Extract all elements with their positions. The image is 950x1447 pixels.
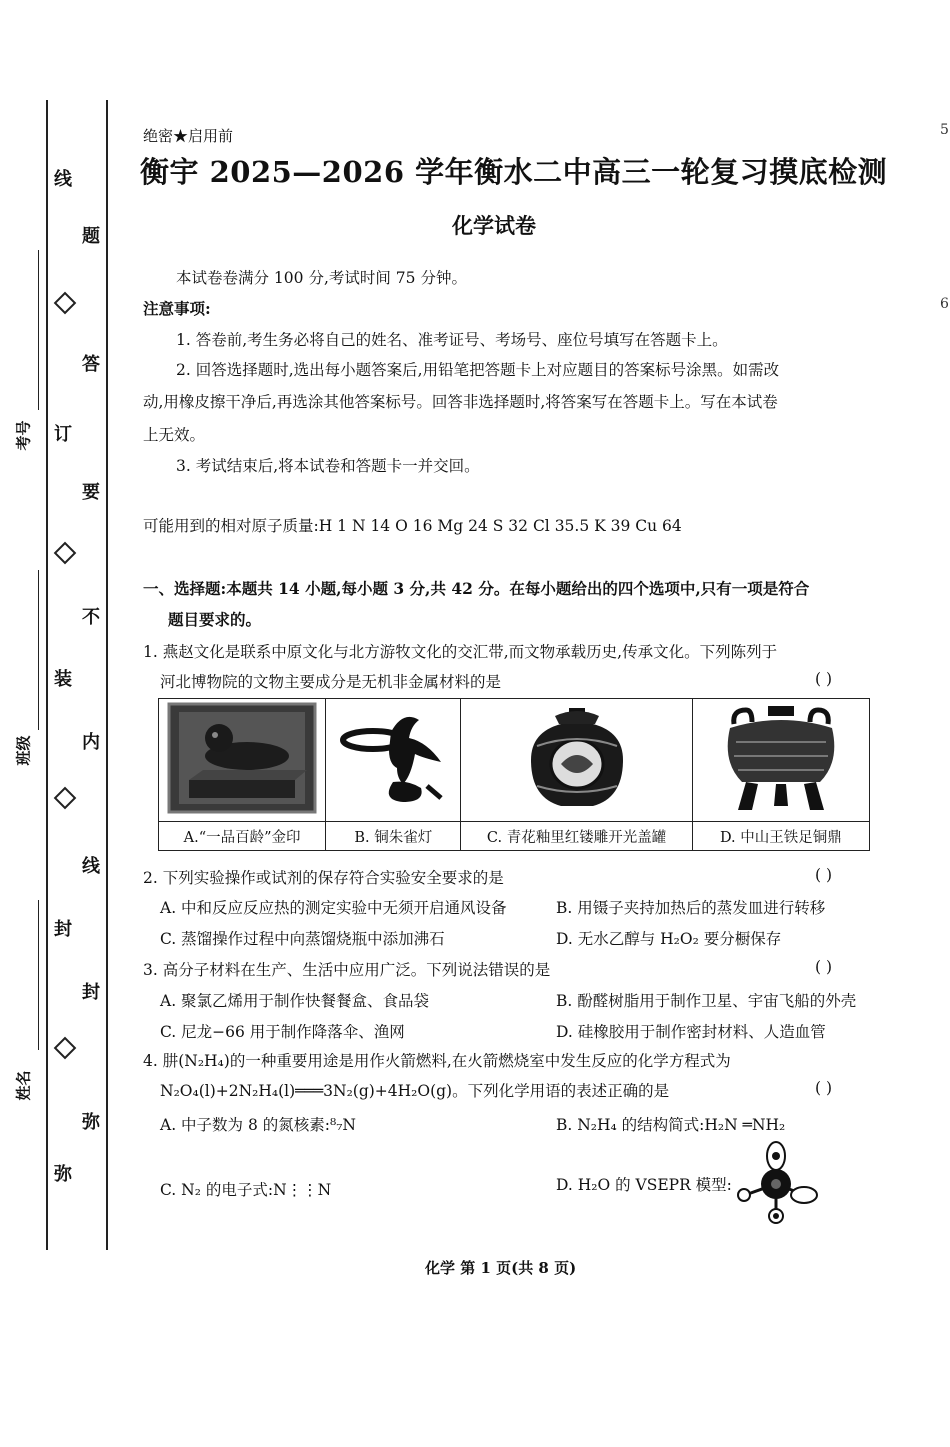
binding-line-outer bbox=[46, 100, 48, 1250]
q1-answer-bracket: ( ) bbox=[815, 670, 833, 688]
q3-stem: 3. 高分子材料在生产、生活中应用广泛。下列说法错误的是 bbox=[143, 961, 551, 979]
q4-option-c: C. N₂ 的电子式:N⋮⋮N bbox=[160, 1181, 332, 1199]
notice-2b: 动,用橡皮擦干净后,再选涂其他答案标号。回答非选择题时,将答案写在答题卡上。写在本试卷 bbox=[143, 393, 778, 411]
artifact-image-d bbox=[692, 699, 869, 822]
binding-char: 弥 bbox=[54, 1164, 72, 1185]
artifact-caption-d: D. 中山王铁足铜鼎 bbox=[692, 822, 869, 851]
q4-answer-bracket: ( ) bbox=[815, 1079, 833, 1097]
q4-stem-2: N₂O₄(l)+2N₂H₄(l)═══3N₂(g)+4H₂O(g)。下列化学用语的表述正确的是 bbox=[160, 1082, 670, 1100]
fill-line-banji bbox=[38, 570, 39, 730]
copper-lamp-icon bbox=[331, 702, 455, 814]
q3-option-b: B. 酚醛树脂用于制作卫星、宇宙飞船的外壳 bbox=[556, 992, 857, 1010]
binding-inner-char: 线 bbox=[82, 856, 100, 877]
secret-label: 绝密★启用前 bbox=[143, 127, 234, 145]
vsepr-model-icon bbox=[730, 1138, 822, 1226]
binding-char: 装 bbox=[54, 669, 72, 690]
section-heading-cont: 题目要求的。 bbox=[168, 610, 262, 629]
diamond-mark bbox=[54, 542, 77, 565]
diamond-mark bbox=[54, 1037, 77, 1060]
binding-line-inner bbox=[106, 100, 108, 1250]
score-info: 本试卷卷满分 100 分,考试时间 75 分钟。 bbox=[176, 269, 467, 287]
q3-option-d: D. 硅橡胶用于制作密封材料、人造血管 bbox=[556, 1023, 826, 1041]
artifact-caption-c: C. 青花釉里红镂雕开光盖罐 bbox=[461, 822, 692, 851]
q2-option-d: D. 无水乙醇与 H₂O₂ 要分橱保存 bbox=[556, 930, 782, 948]
artifact-caption-b: B. 铜朱雀灯 bbox=[326, 822, 461, 851]
notice-title: 注意事项: bbox=[143, 299, 211, 318]
binding-inner-char: 不 bbox=[82, 607, 100, 628]
binding-inner-char: 内 bbox=[82, 732, 100, 753]
label-xingming: 姓名 bbox=[14, 1070, 33, 1101]
label-banji: 班级 bbox=[14, 735, 33, 766]
notice-1: 1. 答卷前,考生务必将自己的姓名、准考证号、考场号、座位号填写在答题卡上。 bbox=[176, 331, 728, 349]
diamond-mark bbox=[54, 787, 77, 810]
binding-char: 线 bbox=[54, 169, 72, 190]
fill-line-kaohao bbox=[38, 250, 39, 410]
q3-option-c: C. 尼龙−66 用于制作降落伞、渔网 bbox=[160, 1023, 405, 1041]
artifact-image-b bbox=[326, 699, 461, 822]
bronze-ding-icon bbox=[706, 702, 856, 814]
q1-stem-2: 河北博物院的文物主要成分是无机非金属材料的是 bbox=[160, 673, 502, 691]
q4-option-a: A. 中子数为 8 的氮核素:⁸₇N bbox=[160, 1116, 356, 1134]
notice-2c: 上无效。 bbox=[143, 426, 206, 444]
gold-seal-icon bbox=[167, 702, 317, 814]
q2-answer-bracket: ( ) bbox=[815, 866, 833, 884]
binding-inner-char: 要 bbox=[82, 482, 100, 503]
page-footer: 化学 第 1 页(共 8 页) bbox=[425, 1259, 577, 1277]
artifact-image-a bbox=[159, 699, 326, 822]
artifact-caption-a: A.“一品百龄”金印 bbox=[159, 822, 326, 851]
right-margin-mark: 6 bbox=[940, 296, 949, 312]
binding-char: 订 bbox=[54, 424, 72, 445]
q1-stem-1: 1. 燕赵文化是联系中原文化与北方游牧文化的交汇带,而文物承载历史,传承文化。下列陈列于 bbox=[143, 643, 778, 661]
atomic-masses: 可能用到的相对原子质量:H 1 N 14 O 16 Mg 24 S 32 Cl 35.5 K 39 Cu 64 bbox=[143, 517, 682, 535]
q2-option-a: A. 中和反应反应热的测定实验中无须开启通风设备 bbox=[160, 899, 507, 917]
q2-option-c: C. 蒸馏操作过程中向蒸馏烧瓶中添加沸石 bbox=[160, 930, 445, 948]
q2-option-b: B. 用镊子夹持加热后的蒸发皿进行转移 bbox=[556, 899, 826, 917]
q3-option-a: A. 聚氯乙烯用于制作快餐餐盒、食品袋 bbox=[160, 992, 430, 1010]
q4-option-d: D. H₂O 的 VSEPR 模型: bbox=[556, 1176, 732, 1194]
diamond-mark bbox=[54, 292, 77, 315]
q2-stem: 2. 下列实验操作或试剂的保存符合实验安全要求的是 bbox=[143, 869, 504, 887]
porcelain-jar-icon bbox=[517, 702, 637, 814]
notice-3: 3. 考试结束后,将本试卷和答题卡一并交回。 bbox=[176, 457, 480, 475]
q4-stem-1: 4. 肼(N₂H₄)的一种重要用途是用作火箭燃料,在火箭燃烧室中发生反应的化学方程式为 bbox=[143, 1052, 731, 1070]
notice-2a: 2. 回答选择题时,选出每小题答案后,用铅笔把答题卡上对应题目的答案标号涂黑。如需改 bbox=[176, 361, 780, 379]
artifact-image-c bbox=[461, 699, 692, 822]
binding-char: 封 bbox=[54, 919, 72, 940]
page-title: 衡宇 2025—2026 学年衡水二中高三一轮复习摸底检测 bbox=[140, 155, 888, 189]
right-margin-mark: 5 bbox=[940, 122, 949, 138]
binding-inner-char: 弥 bbox=[82, 1112, 100, 1133]
binding-inner-char: 题 bbox=[82, 226, 100, 247]
q1-artifact-table bbox=[158, 698, 870, 851]
binding-inner-char: 答 bbox=[82, 354, 100, 375]
fill-line-xingming bbox=[38, 900, 39, 1050]
binding-inner-char: 封 bbox=[82, 982, 100, 1003]
q3-answer-bracket: ( ) bbox=[815, 958, 833, 976]
subject-title: 化学试卷 bbox=[452, 213, 536, 238]
section-heading: 一、选择题:本题共 14 小题,每小题 3 分,共 42 分。在每小题给出的四个选项中,只有一项是符合 bbox=[143, 579, 810, 598]
q4-option-b: B. N₂H₄ 的结构简式:H₂N ═NH₂ bbox=[556, 1116, 786, 1134]
label-kaohao: 考号 bbox=[14, 420, 33, 451]
